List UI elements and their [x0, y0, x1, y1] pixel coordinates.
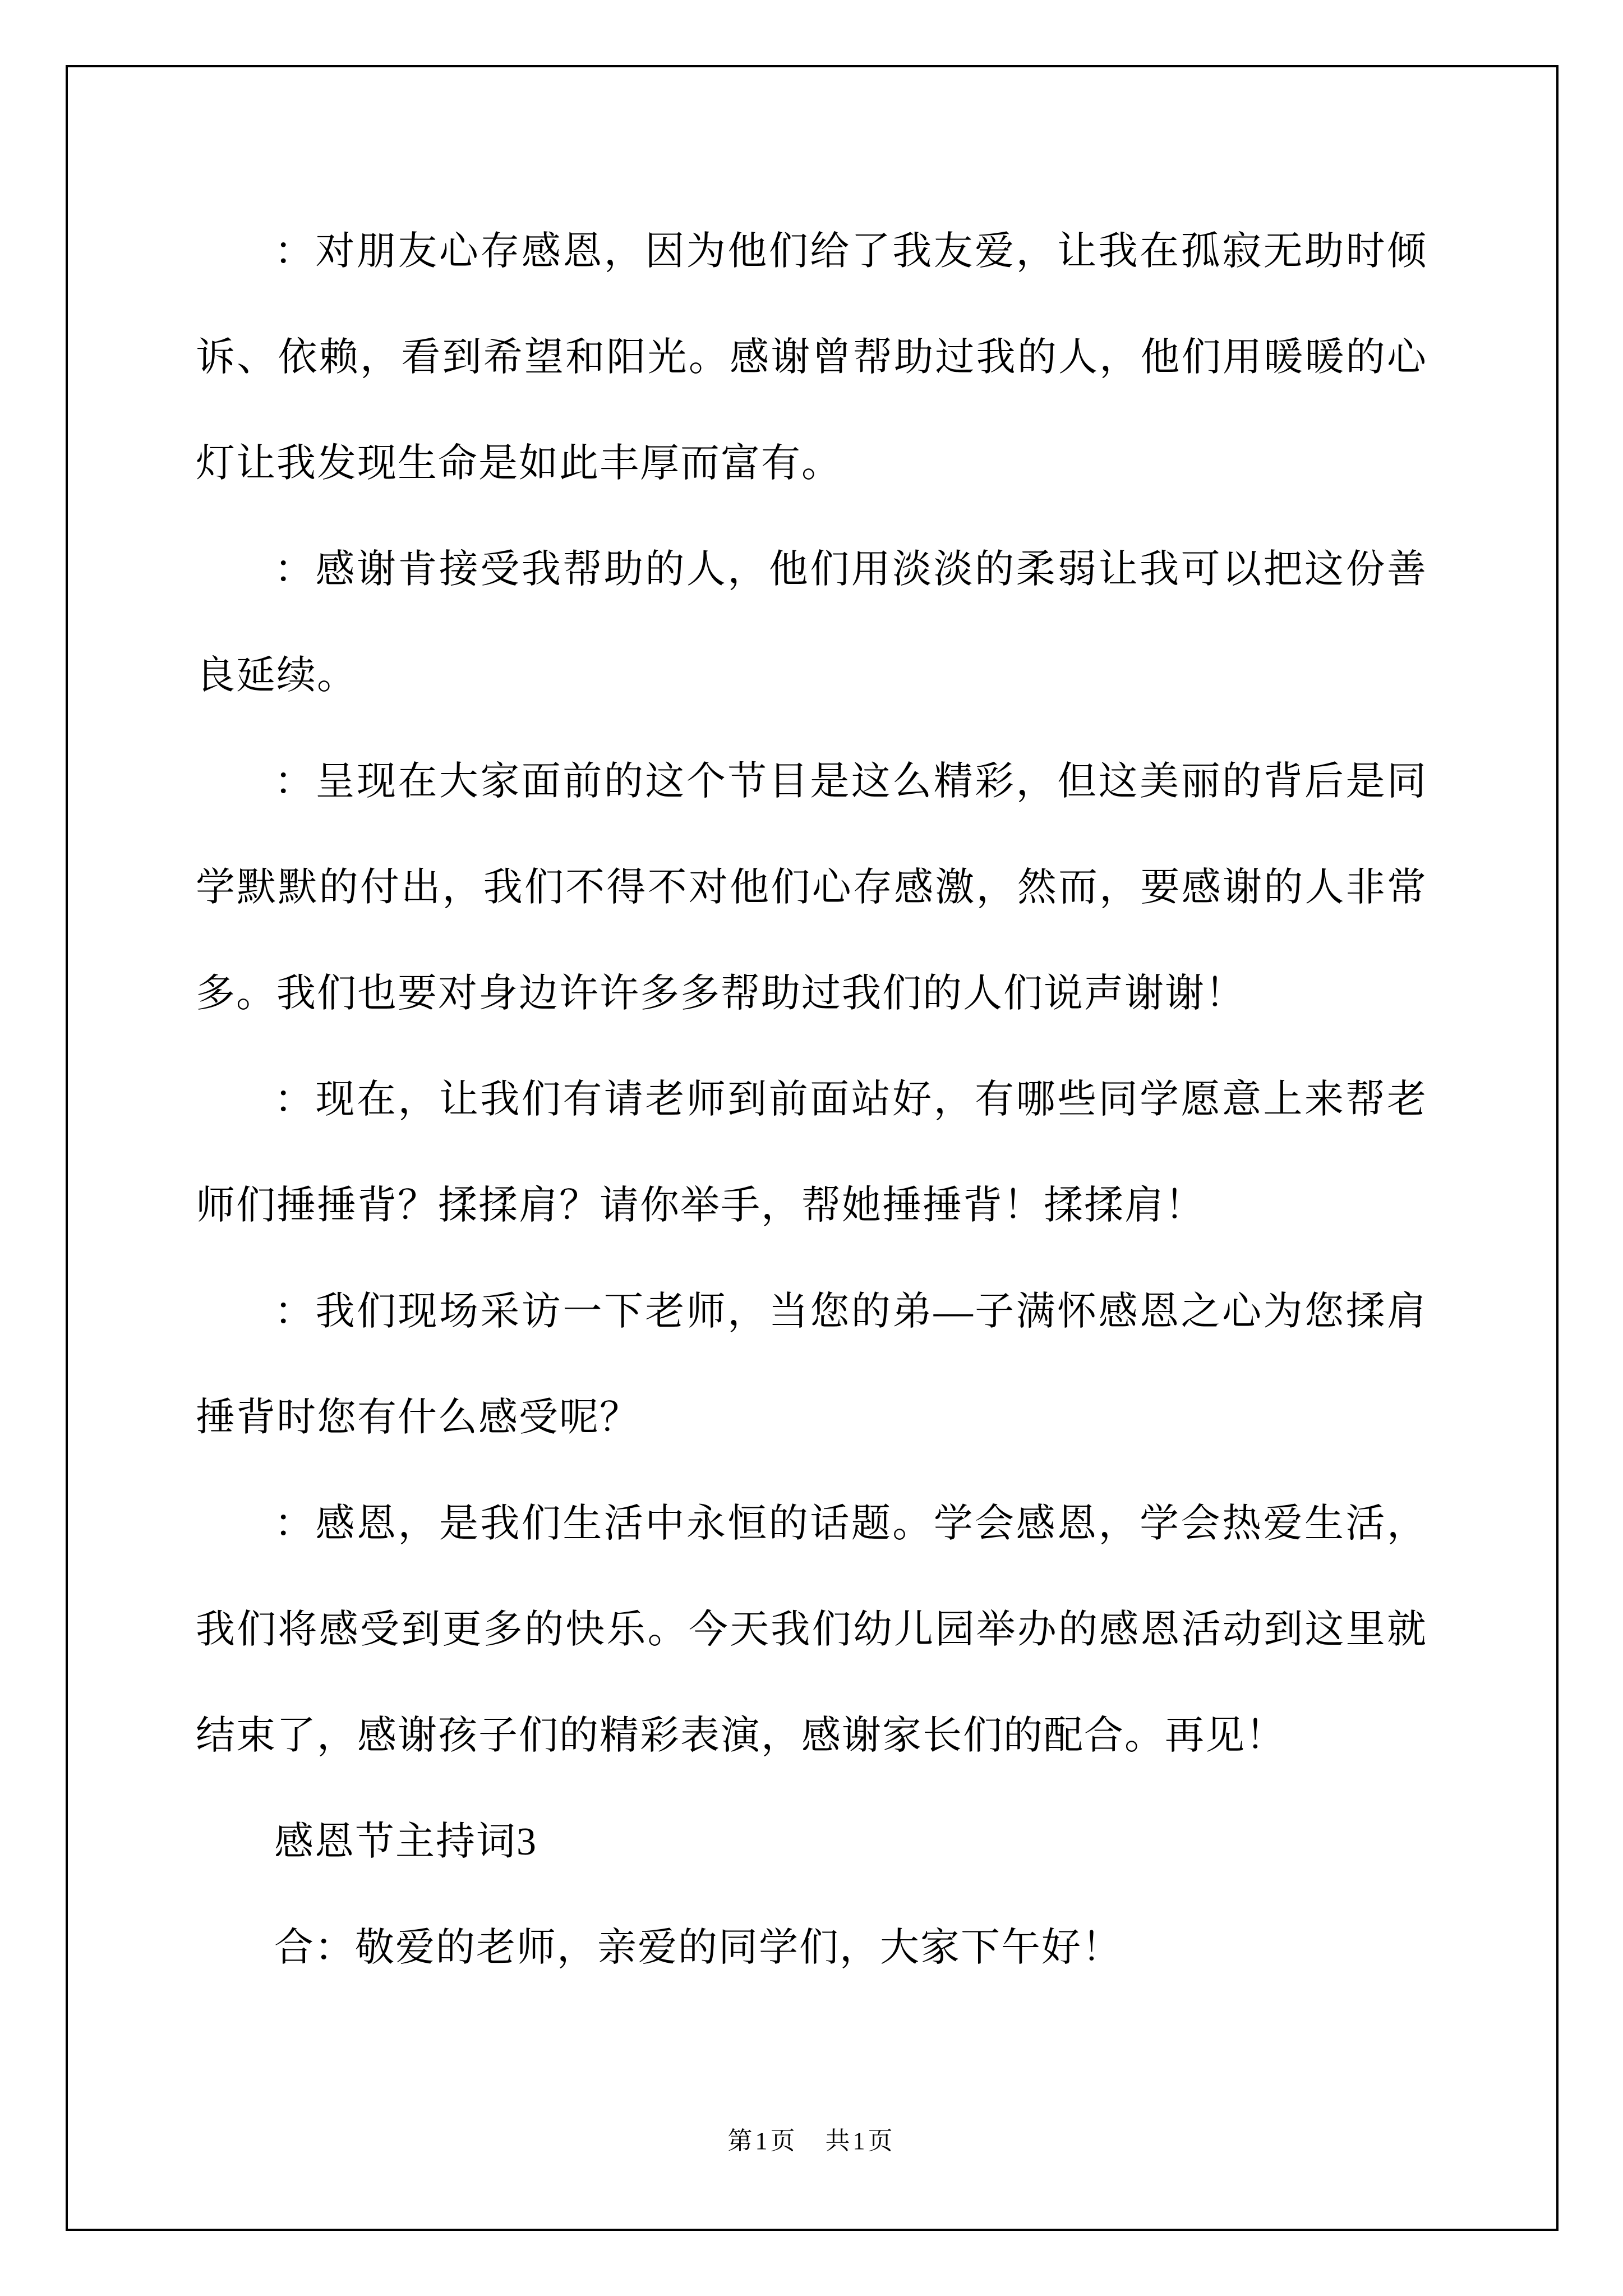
page-footer: 第1页 共1页	[727, 2127, 896, 2155]
paragraph: ：对朋友心存感恩，因为他们给了我友爱，让我在孤寂无助时倾诉、依赖，看到希望和阳光。感谢曾帮助过我的人，他们用暖暖的心灯让我发现生命是如此丰厚而富有。	[196, 230, 1427, 485]
paragraph: ：感谢肯接受我帮助的人，他们用淡淡的柔弱让我可以把这份善良延续。	[196, 548, 1427, 697]
paragraph: ：呈现在大家面前的这个节目是这么精彩，但这美丽的背后是同学默默的付出，我们不得不对他们心存感激，然而，要感谢的人非常多。我们也要对身边许许多多帮助过我们的人们说声谢谢！	[196, 760, 1427, 1015]
paragraph: ：我们现场采访一下老师，当您的弟—子满怀感恩之心为您揉肩捶背时您有什么感受呢？	[196, 1290, 1427, 1439]
paragraph: ：感恩，是我们生活中永恒的话题。学会感恩，学会热爱生活，我们将感受到更多的快乐。今天我们幼儿园举办的感恩活动到这里就结束了，感谢孩子们的精彩表演，感谢家长们的配合。再见！	[196, 1502, 1427, 1757]
page-border	[66, 65, 1559, 2231]
paragraph-section-title: 感恩节主持词3	[274, 1820, 537, 1864]
document-body	[68, 67, 1556, 2001]
paragraph: 合：敬爱的老师，亲爱的同学们，大家下午好！	[274, 1926, 1122, 1970]
paragraph: ：现在，让我们有请老师到前面站好，有哪些同学愿意上来帮老师们捶捶背？揉揉肩？请你举手，帮她捶捶背！揉揉肩！	[196, 1078, 1427, 1227]
